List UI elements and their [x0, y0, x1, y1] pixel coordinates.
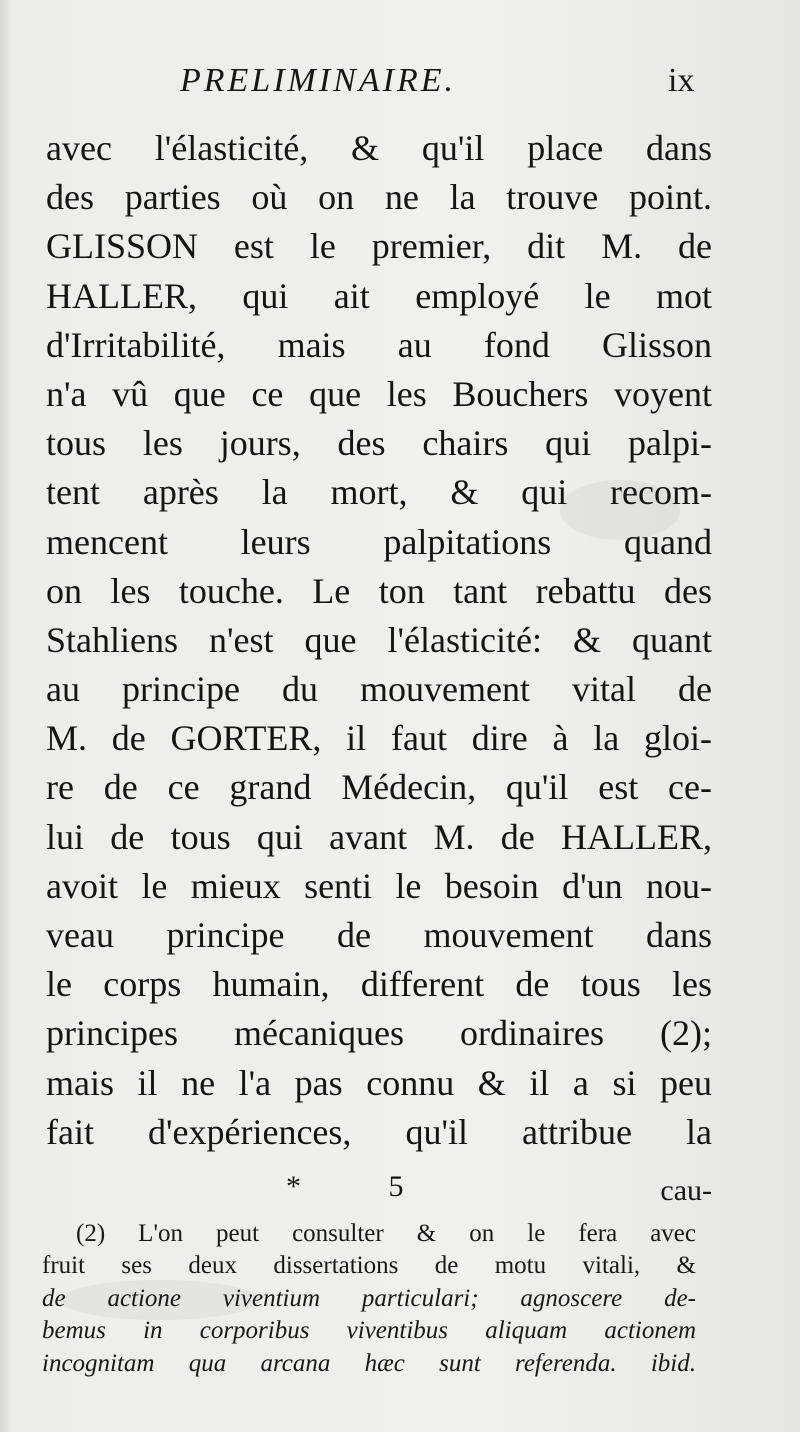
- signature-row: [46, 1170, 712, 1214]
- text-line: lui de tous qui avant M. de HALLER,: [46, 816, 712, 857]
- text-line: des parties où on ne la trouve point.: [46, 177, 712, 218]
- running-head: PRELIMINAIRE.: [180, 62, 456, 99]
- text-line: principes mécaniques ordinaires (2);: [46, 1013, 712, 1054]
- page-header: [0, 62, 800, 112]
- signature-mark: * 5: [286, 1170, 444, 1203]
- text-line: on les touche. Le ton tant rebattu des: [46, 570, 712, 611]
- footnote-line: incognitam qua arcana hæc sunt referenda. ibid.: [42, 1349, 696, 1377]
- footnote-line: fruit ses deux dissertations de motu vitali, &: [42, 1252, 696, 1280]
- footnote: [42, 1218, 696, 1380]
- text-line: au principe du mouvement vital de: [46, 669, 712, 710]
- text-line: mais il ne l'a pas connu & il a si peu: [46, 1062, 712, 1103]
- text-line: avec l'élasticité, & qu'il place dans: [46, 128, 712, 168]
- footnote-line: (2) L'on peut consulter & on le fera avec: [76, 1220, 696, 1247]
- text-line: tous les jours, des chairs qui palpi-: [46, 423, 712, 464]
- footnote-line: de actione viventium particulari; agnoscere de-: [42, 1284, 696, 1312]
- text-line: tent après la mort, & qui recom-: [46, 472, 712, 513]
- text-line: veau principe de mouvement dans: [46, 915, 712, 955]
- text-line: d'Irritabilité, mais au fond Glisson: [46, 324, 712, 365]
- text-line: GLISSON est le premier, dit M. de: [46, 226, 712, 267]
- text-line: re de ce grand Médecin, qu'il est ce-: [46, 767, 712, 808]
- catchword: cau-: [660, 1174, 712, 1207]
- text-line: mencent leurs palpitations quand: [46, 521, 712, 562]
- text-line: avoit le mieux senti le besoin d'un nou-: [46, 865, 712, 906]
- text-line: le corps humain, different de tous les: [46, 964, 712, 1005]
- footnote-line: bemus in corporibus viventibus aliquam actionem: [42, 1317, 696, 1345]
- page-number: ix: [668, 62, 695, 99]
- text-line: fait d'expériences, qu'il attribue la: [46, 1111, 712, 1152]
- text-line: n'a vû que ce que les Bouchers voyent: [46, 373, 712, 414]
- text-line: Stahliens n'est que l'élasticité: & quant: [46, 619, 712, 660]
- text-line: HALLER, qui ait employé le mot: [46, 275, 712, 316]
- text-line: M. de GORTER, il faut dire à la gloi-: [46, 718, 712, 759]
- main-text: [46, 124, 712, 1157]
